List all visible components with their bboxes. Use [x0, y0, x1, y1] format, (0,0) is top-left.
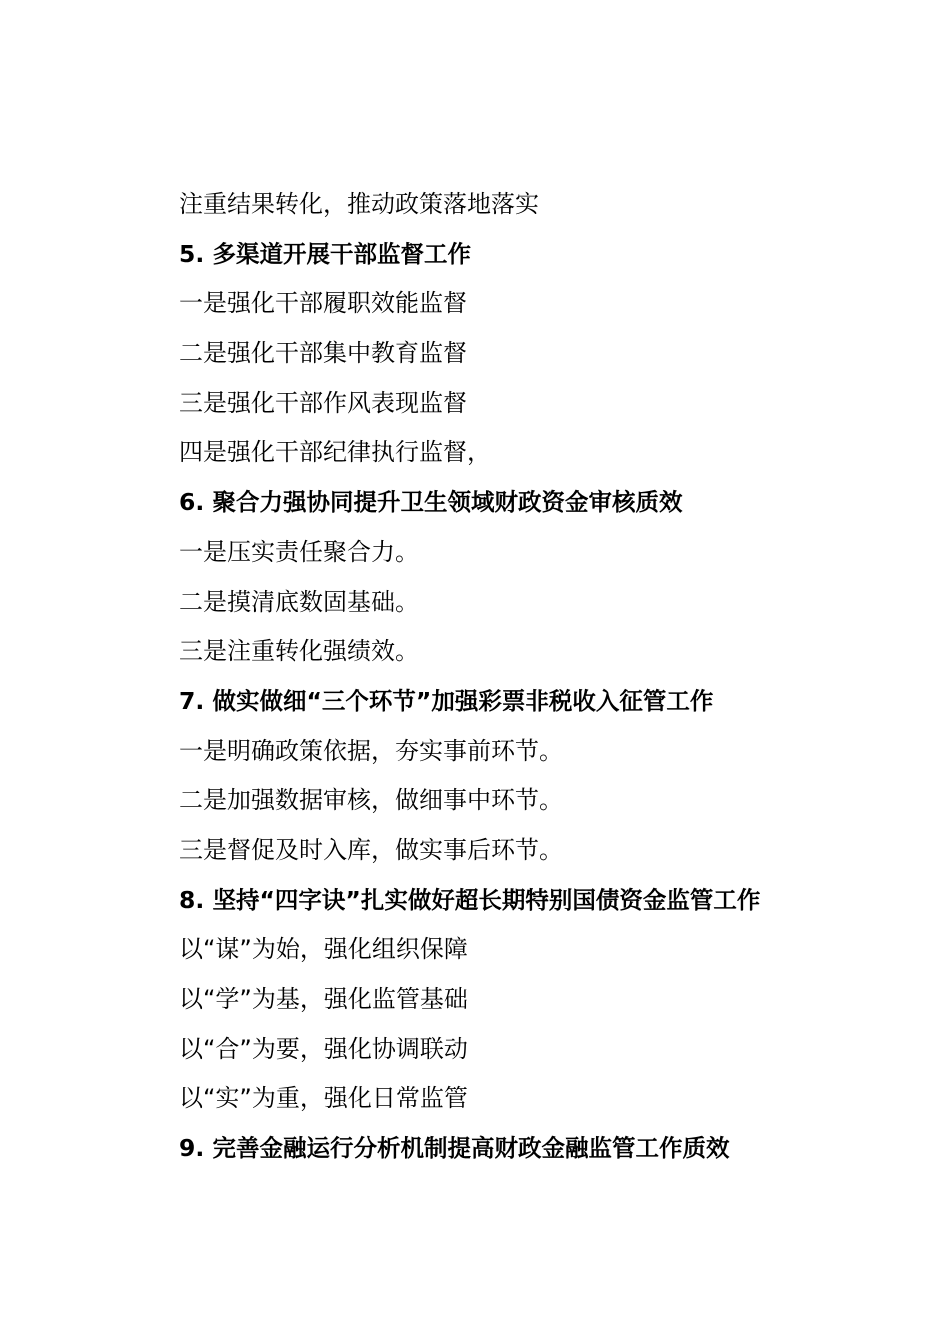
- body-line: 三是督促及时入库，做实事后环节。: [179, 835, 563, 864]
- body-line: 二是摸清底数固基础。: [179, 587, 419, 616]
- body-line: 以“实”为重，强化日常监管: [179, 1084, 468, 1113]
- document-body: [179, 180, 879, 1174]
- section-heading: 9. 完善金融运行分析机制提高财政金融监管工作质效: [179, 1134, 730, 1163]
- body-line: 以“学”为基，强化监管基础: [179, 985, 468, 1013]
- body-line: 二是加强数据审核，做细事中环节。: [179, 786, 563, 815]
- body-line: 一是压实责任聚合力。: [179, 537, 419, 566]
- section-heading: 6. 聚合力强协同提升卫生领域财政资金审核质效: [179, 488, 683, 517]
- body-line: 一是明确政策依据，夯实事前环节。: [179, 736, 563, 765]
- body-line: 一是强化干部履职效能监督: [179, 289, 467, 318]
- section-heading: 8. 坚持“四字诀”扎实做好超长期特别国债资金监管工作: [179, 885, 761, 914]
- section-heading: 5. 多渠道开展干部监督工作: [179, 239, 471, 268]
- body-line: 四是强化干部纪律执行监督，: [179, 438, 491, 467]
- body-line: 二是强化干部集中教育监督: [179, 339, 467, 368]
- body-line: 三是注重转化强绩效。: [179, 637, 419, 666]
- body-line: 以“谋”为始，强化组织保障: [179, 935, 468, 964]
- body-line: 注重结果转化，推动政策落地落实: [179, 190, 539, 218]
- body-line: 三是强化干部作风表现监督: [179, 388, 467, 417]
- section-heading: 7. 做实做细“三个环节”加强彩票非税收入征管工作: [179, 686, 714, 715]
- body-line: 以“合”为要，强化协调联动: [179, 1034, 468, 1063]
